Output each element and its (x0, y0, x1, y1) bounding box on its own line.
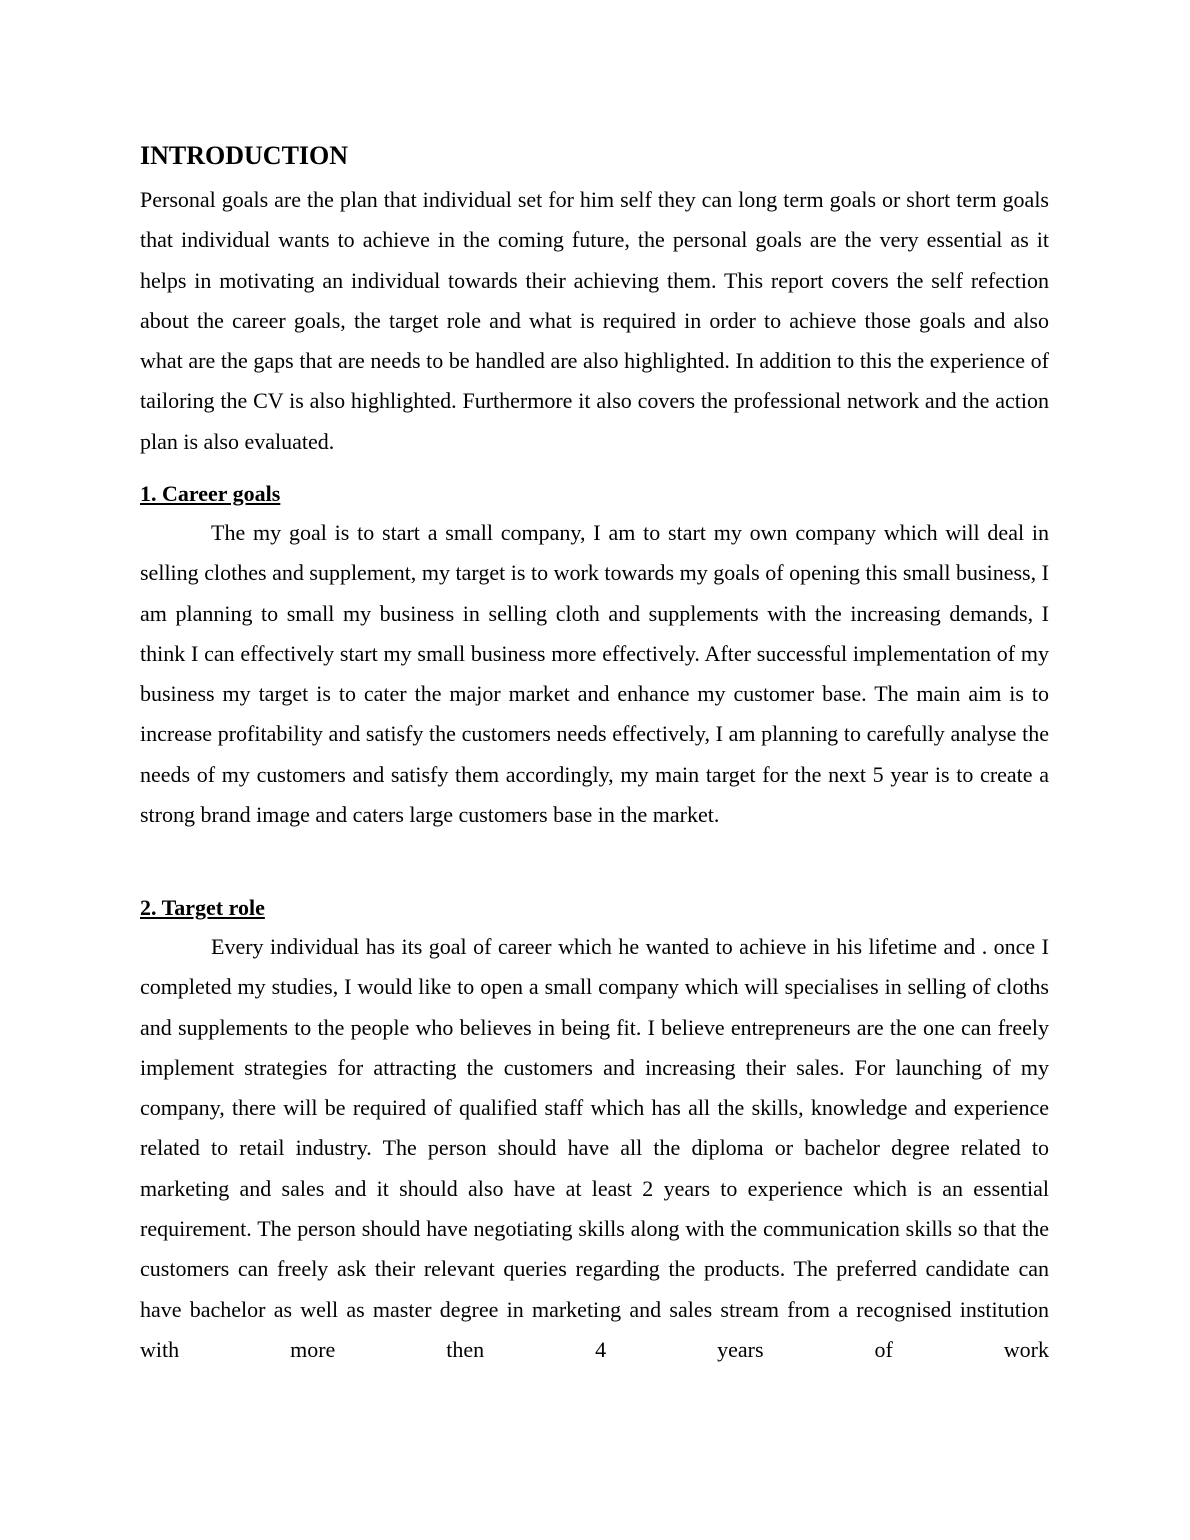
career-goals-heading: 1. Career goals (140, 481, 281, 506)
target-role-heading: 2. Target role (140, 895, 265, 920)
introduction-paragraph: Personal goals are the plan that individual set for him self they can long term goals or short term goals that individual wants to achieve in the coming future, the personal goals are the very essential as it helps in motivating an individual towards their achieving them. This report covers the self refection about the career goals, the target role and what is required in order to achieve those goals and also what are the gaps that are needs to be handled are also highlighted. In addition to this the experience of tailoring the CV is also highlighted. Furthermore it also covers the professional network and the action plan is also evaluated. (140, 187, 1049, 454)
introduction-heading: INTRODUCTION (140, 141, 349, 170)
target-role-paragraph: Every individual has its goal of career which he wanted to achieve in his lifetime and . once I completed my studies, I would like to open a small company which will specialises in selling of cloths and supplements to the people who believes in being fit. I believe entrepreneurs are the one can freely implement strategies for attracting the customers and increasing their sales. For launching of my company, there will be required of qualified staff which has all the skills, knowledge and experience related to retail industry. The person should have all the diploma or bachelor degree related to marketing and sales and it should also have at least 2 years to experience which is an essential requirement. The person should have negotiating skills along with the communication skills so that the customers can freely ask their relevant queries regarding the products. The preferred candidate can have bachelor as well as master degree in marketing and sales stream from a recognised institution with more then 4 years of work (140, 934, 1049, 1362)
career-goals-paragraph: The my goal is to start a small company, I am to start my own company which will deal in selling clothes and supplement, my target is to work towards my goals of opening this small business, I am planning to small my business in selling cloth and supplements with the increasing demands, I think I can effectively start my small business more effectively. After successful implementation of my business my target is to cater the major market and enhance my customer base. The main aim is to increase profitability and satisfy the customers needs effectively, I am planning to carefully analyse the needs of my customers and satisfy them accordingly, my main target for the next 5 year is to create a strong brand image and caters large customers base in the market. (140, 520, 1049, 828)
